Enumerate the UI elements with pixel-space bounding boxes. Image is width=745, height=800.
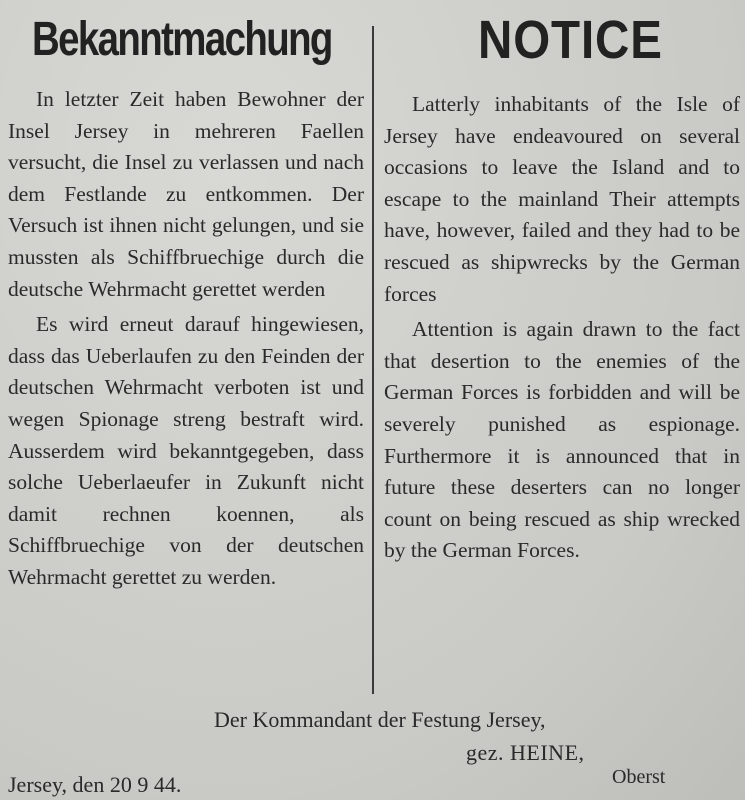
english-paragraph-2: Attention is again drawn to the fact that desertion to the enemies of the German Forces is forbidden and will be severely punished as espionage. Furthermore it is announced that in future these deserters can no longer count on being rescued as ship wrecked by the German Forces. [384,317,740,563]
english-heading: NOTICE [478,10,663,70]
german-column [8,84,364,594]
rank: Oberst [612,766,666,788]
german-paragraph-1: In letzter Zeit haben Bewohner der Insel Jersey in mehreren Faellen versucht, die Insel zu verlassen und nach dem Festlande zu entkommen. Der Versuch ist ihnen nicht gelungen, und sie mussten als Schiffbruechige durch die deutsche Wehrmacht gerettet werden [8,87,364,301]
english-paragraph-1: Latterly inhabitants of the Isle of Jersey have endeavoured on several occasions to leave the Island and to escape to the mainland Their attempts have, however, failed and they had to be rescued as shipwrecks by the German forces [384,92,740,306]
english-column [384,89,740,567]
german-paragraph-2: Es wird erneut darauf hingewiesen, dass das Ueberlaufen zu den Feinden der deutschen Wehrmacht verboten ist und wegen Spionage streng bestraft wird. Ausserdem wird bekanntgegeben, dass solche Ueberlaeufer in Zukunft nicht damit rechnen koennen, als Schiffbruechige von der deutschen Wehrmacht gerettet zu werden. [8,312,364,589]
commandant-line: Der Kommandant der Festung Jersey, [214,707,546,732]
signed-name: gez. HEINE, [466,740,585,765]
column-divider [372,26,374,694]
german-heading: Bekanntmachung [32,13,332,66]
place-and-date: Jersey, den 20 9 44. [8,772,182,797]
